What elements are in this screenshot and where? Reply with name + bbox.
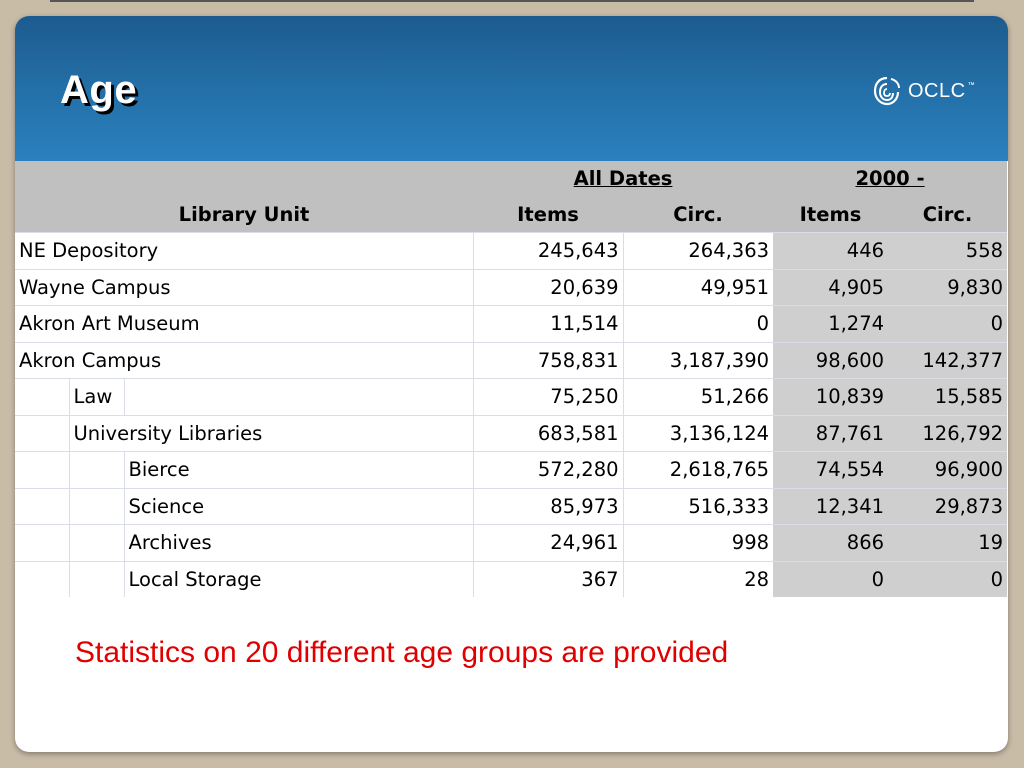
recent-items-cell: 446: [773, 233, 888, 270]
table-row: [15, 269, 1007, 306]
indent-cell: [15, 379, 69, 416]
library-unit-cell: Law: [69, 379, 124, 416]
recent-circ-cell: 0: [888, 561, 1007, 597]
recent-items-cell: 74,554: [773, 452, 888, 489]
column-header-all-circ: Circ.: [623, 197, 773, 233]
all-circ-cell: 0: [623, 306, 773, 343]
all-items-cell: 11,514: [473, 306, 623, 343]
library-unit-cell: Local Storage: [124, 561, 473, 597]
group-header-empty: [15, 161, 473, 197]
column-header-recent-items: Items: [773, 197, 888, 233]
all-circ-cell: 3,187,390: [623, 342, 773, 379]
slide: [15, 16, 1008, 752]
column-header-all-items: Items: [473, 197, 623, 233]
indent-cell: [15, 488, 69, 525]
column-header-recent-circ: Circ.: [888, 197, 1007, 233]
group-header-row: [15, 161, 1007, 197]
recent-items-cell: 98,600: [773, 342, 888, 379]
slide-header: [15, 16, 1008, 161]
recent-circ-cell: 29,873: [888, 488, 1007, 525]
all-items-cell: 85,973: [473, 488, 623, 525]
recent-circ-cell: 0: [888, 306, 1007, 343]
spacer-cell: [124, 379, 473, 416]
table-body: [15, 233, 1007, 598]
recent-items-cell: 866: [773, 525, 888, 562]
group-header-since-2000: 2000 -: [773, 161, 1007, 197]
all-circ-cell: 2,618,765: [623, 452, 773, 489]
table-row: [15, 488, 1007, 525]
recent-circ-cell: 9,830: [888, 269, 1007, 306]
all-items-cell: 245,643: [473, 233, 623, 270]
oclc-swirl-icon: [872, 75, 902, 107]
all-items-cell: 24,961: [473, 525, 623, 562]
recent-circ-cell: 96,900: [888, 452, 1007, 489]
all-circ-cell: 51,266: [623, 379, 773, 416]
recent-circ-cell: 558: [888, 233, 1007, 270]
table-row: [15, 415, 1007, 452]
all-circ-cell: 49,951: [623, 269, 773, 306]
recent-items-cell: 10,839: [773, 379, 888, 416]
all-items-cell: 75,250: [473, 379, 623, 416]
all-circ-cell: 3,136,124: [623, 415, 773, 452]
all-items-cell: 572,280: [473, 452, 623, 489]
all-circ-cell: 516,333: [623, 488, 773, 525]
all-items-cell: 758,831: [473, 342, 623, 379]
indent-cell: [15, 452, 69, 489]
recent-circ-cell: 19: [888, 525, 1007, 562]
indent-cell: [69, 488, 124, 525]
library-unit-cell: NE Depository: [15, 233, 473, 270]
logo-trademark: ™: [967, 81, 975, 89]
oclc-logo: [872, 74, 975, 108]
all-items-cell: 683,581: [473, 415, 623, 452]
age-statistics-table: [15, 161, 1007, 597]
recent-circ-cell: 142,377: [888, 342, 1007, 379]
recent-items-cell: 4,905: [773, 269, 888, 306]
table-row: [15, 379, 1007, 416]
recent-items-cell: 0: [773, 561, 888, 597]
table-row: [15, 561, 1007, 597]
recent-circ-cell: 15,585: [888, 379, 1007, 416]
all-circ-cell: 28: [623, 561, 773, 597]
indent-cell: [15, 415, 69, 452]
library-unit-cell: Bierce: [124, 452, 473, 489]
all-items-cell: 20,639: [473, 269, 623, 306]
library-unit-cell: Akron Campus: [15, 342, 473, 379]
logo-text: OCLC: [908, 79, 966, 102]
recent-items-cell: 12,341: [773, 488, 888, 525]
library-unit-cell: University Libraries: [69, 415, 473, 452]
column-header-library-unit: Library Unit: [15, 197, 473, 233]
top-frame-line: [50, 0, 974, 2]
all-items-cell: 367: [473, 561, 623, 597]
table-row: [15, 306, 1007, 343]
caption: Statistics on 20 different age groups are provided: [75, 636, 729, 669]
library-unit-cell: Science: [124, 488, 473, 525]
table-row: [15, 452, 1007, 489]
recent-items-cell: 87,761: [773, 415, 888, 452]
indent-cell: [15, 525, 69, 562]
library-unit-cell: Wayne Campus: [15, 269, 473, 306]
library-unit-cell: Akron Art Museum: [15, 306, 473, 343]
indent-cell: [15, 561, 69, 597]
indent-cell: [69, 561, 124, 597]
recent-items-cell: 1,274: [773, 306, 888, 343]
library-unit-cell: Archives: [124, 525, 473, 562]
table-row: [15, 233, 1007, 270]
recent-circ-cell: 126,792: [888, 415, 1007, 452]
table-row: [15, 342, 1007, 379]
indent-cell: [69, 452, 124, 489]
indent-cell: [69, 525, 124, 562]
slide-title: Age: [60, 68, 138, 112]
all-circ-cell: 264,363: [623, 233, 773, 270]
column-header-row: [15, 197, 1007, 233]
group-header-all-dates: All Dates: [473, 161, 773, 197]
table-row: [15, 525, 1007, 562]
all-circ-cell: 998: [623, 525, 773, 562]
